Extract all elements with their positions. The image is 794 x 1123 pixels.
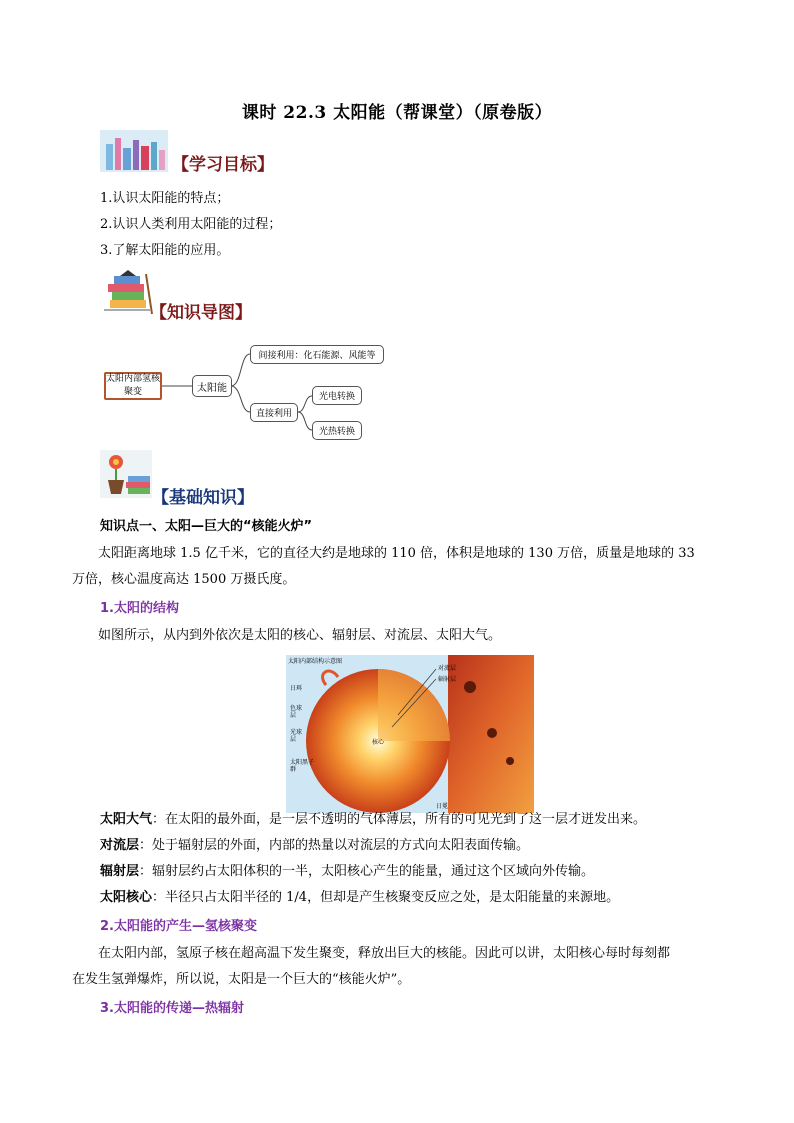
paragraph: 如图所示，从内到外依次是太阳的核心、辐射层、对流层、太阳大气。 <box>98 628 502 643</box>
figure-label: 辐射层 <box>438 676 457 683</box>
definition-text: ：处于辐射层的外面，内部的热量以对流层的方式向太阳表面传输。 <box>139 838 530 853</box>
definition-item <box>100 885 726 911</box>
knowledge-point-title: 知识点一、太阳—巨大的“核能火炉” <box>100 519 313 534</box>
definition-text: ：半径只占太阳半径的 1/4，但却是产生核聚变反应之处，是太阳能量的来源地。 <box>152 890 620 905</box>
figure-label: 核心 <box>372 739 385 746</box>
definition-item <box>100 859 726 885</box>
figure-label: 日冕 <box>436 803 449 810</box>
section-heading-goals: 【学习目标】 <box>172 155 274 175</box>
paragraph: 在太阳内部，氢原子核在超高温下发生聚变，释放出巨大的核能。因此可以讲，太阳核心每时每刻都 <box>98 946 671 961</box>
definition-term: 辐射层 <box>100 864 140 879</box>
mind-map <box>104 340 404 446</box>
figure-label: 太阳黑子群 <box>290 759 315 773</box>
paragraph: 太阳距离地球 1.5 亿千米，它的直径大约是地球的 110 倍，体积是地球的 130 万倍，质量是地球的 33 <box>98 546 695 561</box>
flower-pot-icon <box>100 450 152 498</box>
mindmap-leaf-photoelectric: 光电转换 <box>312 386 362 405</box>
definition-item <box>100 807 726 833</box>
definition-term: 对流层 <box>100 838 140 853</box>
definition-item <box>100 833 726 859</box>
paragraph: 万倍，核心温度高达 1500 万摄氏度。 <box>72 572 296 587</box>
subheading: 3.太阳能的传递—热辐射 <box>100 1001 244 1016</box>
mindmap-center: 太阳能 <box>192 375 232 397</box>
goal-item: 2.认识人类利用太阳能的过程； <box>100 217 282 232</box>
figure-label: 日珥 <box>290 685 303 692</box>
figure-label: 对流层 <box>438 665 457 672</box>
figure-caption: 太阳内部结构示意图 <box>288 658 343 665</box>
subheading: 1.太阳的结构 <box>100 601 179 616</box>
figure-label: 色球层 <box>290 705 303 719</box>
paragraph: 在发生氢弹爆炸，所以说，太阳是一个巨大的“核能火炉”。 <box>72 972 411 987</box>
book-stack-icon <box>102 270 154 316</box>
mindmap-direct: 直接利用 <box>250 403 298 422</box>
definition-term: 太阳核心 <box>100 890 153 905</box>
page-title: 课时 22.3 太阳能（帮课堂）（原卷版） <box>241 103 553 123</box>
section-heading-basics: 【基础知识】 <box>152 488 254 508</box>
figure-label: 光球层 <box>290 729 303 743</box>
mindmap-root: 太阳内部氢核聚变 <box>104 372 162 400</box>
mindmap-indirect: 间接利用：化石能源、风能等 <box>250 345 384 364</box>
goal-item: 1.认识太阳能的特点； <box>100 191 230 206</box>
mindmap-leaf-photothermal: 光热转换 <box>312 421 362 440</box>
books-icon <box>100 130 168 172</box>
sun-structure-figure <box>286 655 534 813</box>
definition-text: ：在太阳的最外面，是一层不透明的气体薄层，所有的可见光到了这一层才迸发出来。 <box>152 812 647 827</box>
definition-text: ：辐射层约占太阳体积的一半，太阳核心产生的能量，通过这个区域向外传输。 <box>139 864 595 879</box>
section-heading-mindmap: 【知识导图】 <box>150 303 252 323</box>
subheading: 2.太阳能的产生—氢核聚变 <box>100 919 257 934</box>
goal-item: 3.了解太阳能的应用。 <box>100 243 230 258</box>
definition-term: 太阳大气 <box>100 812 153 827</box>
